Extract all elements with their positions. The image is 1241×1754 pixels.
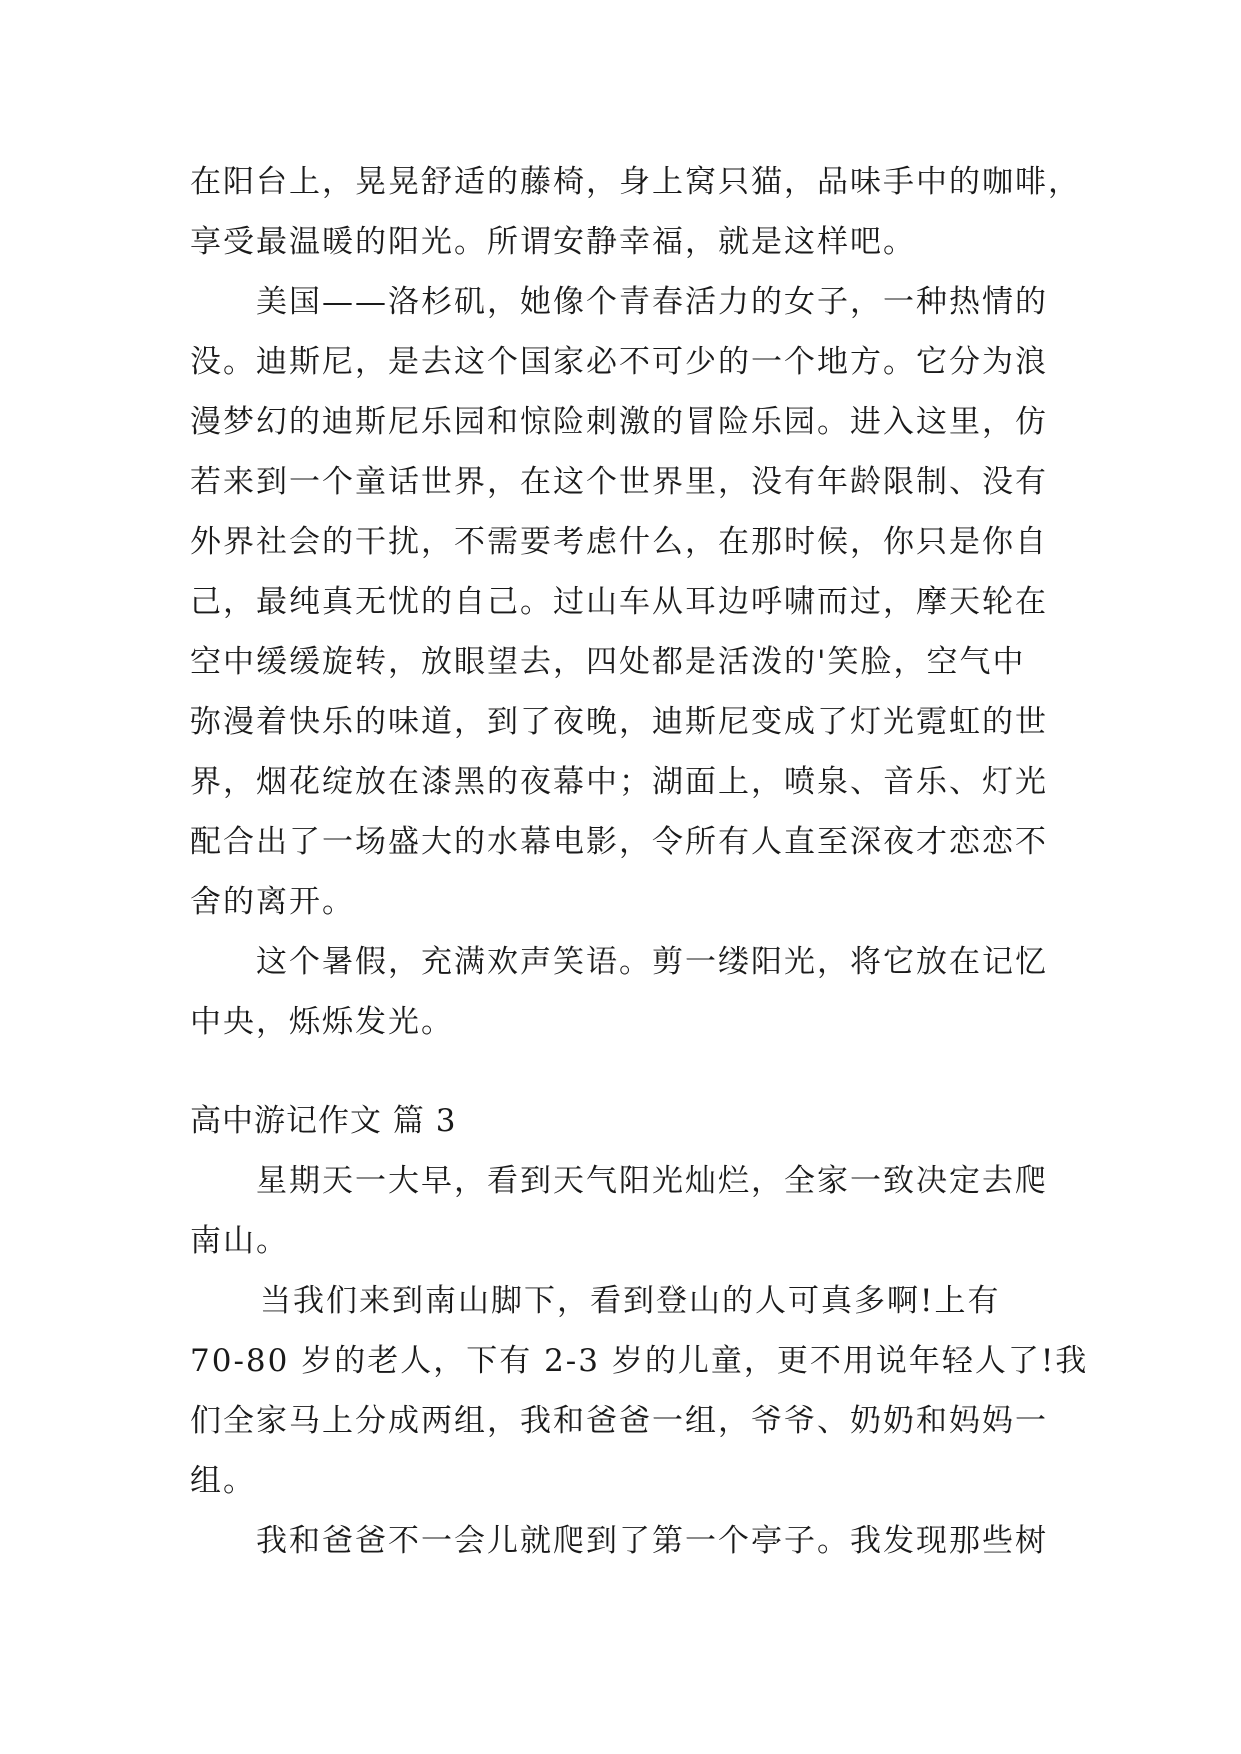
text-line: 们全家马上分成两组，我和爸爸一组，爷爷、奶奶和妈妈一	[190, 1403, 1048, 1439]
text-line: 享受最温暖的阳光。所谓安静幸福，就是这样吧。	[190, 224, 916, 260]
text-line: 若来到一个童话世界，在这个世界里，没有年龄限制、没有	[190, 464, 1048, 500]
text-line: 南山。	[190, 1223, 289, 1259]
paragraph-start: 当我们来到南山脚下，看到登山的人可真多啊!上有	[260, 1283, 1001, 1319]
text-line: 70-80 岁的老人，下有 2-3 岁的儿童，更不用说年轻人了!我	[190, 1343, 1089, 1379]
text-line: 空中缓缓旋转，放眼望去，四处都是活泼的'笑脸，空气中	[190, 644, 1026, 680]
text-line: 配合出了一场盛大的水幕电影，令所有人直至深夜才恋恋不	[190, 824, 1048, 860]
paragraph-start: 我和爸爸不一会儿就爬到了第一个亭子。我发现那些树	[256, 1523, 1048, 1559]
text-line: 弥漫着快乐的味道，到了夜晚，迪斯尼变成了灯光霓虹的世	[190, 704, 1048, 740]
text-line: 中央，烁烁发光。	[190, 1004, 454, 1040]
text-line: 在阳台上，晃晃舒适的藤椅，身上窝只猫，品味手中的咖啡，	[190, 164, 1081, 200]
text-line: 外界社会的干扰，不需要考虑什么，在那时候，你只是你自	[190, 524, 1048, 560]
paragraph-start: 这个暑假，充满欢声笑语。剪一缕阳光，将它放在记忆	[256, 944, 1048, 980]
text-line: 界，烟花绽放在漆黑的夜幕中；湖面上，喷泉、音乐、灯光	[190, 764, 1048, 800]
text-line: 己，最纯真无忧的自己。过山车从耳边呼啸而过，摩天轮在	[190, 584, 1048, 620]
text-line: 舍的离开。	[190, 884, 355, 920]
section-heading: 高中游记作文 篇 3	[190, 1103, 457, 1139]
text-line: 没。迪斯尼，是去这个国家必不可少的一个地方。它分为浪	[190, 344, 1048, 380]
text-line: 组。	[190, 1463, 256, 1499]
paragraph-start: 美国——洛杉矶，她像个青春活力的女子，一种热情的	[256, 284, 1048, 320]
paragraph-start: 星期天一大早，看到天气阳光灿烂，全家一致决定去爬	[256, 1163, 1048, 1199]
text-line: 漫梦幻的迪斯尼乐园和惊险刺激的冒险乐园。进入这里，仿	[190, 404, 1048, 440]
